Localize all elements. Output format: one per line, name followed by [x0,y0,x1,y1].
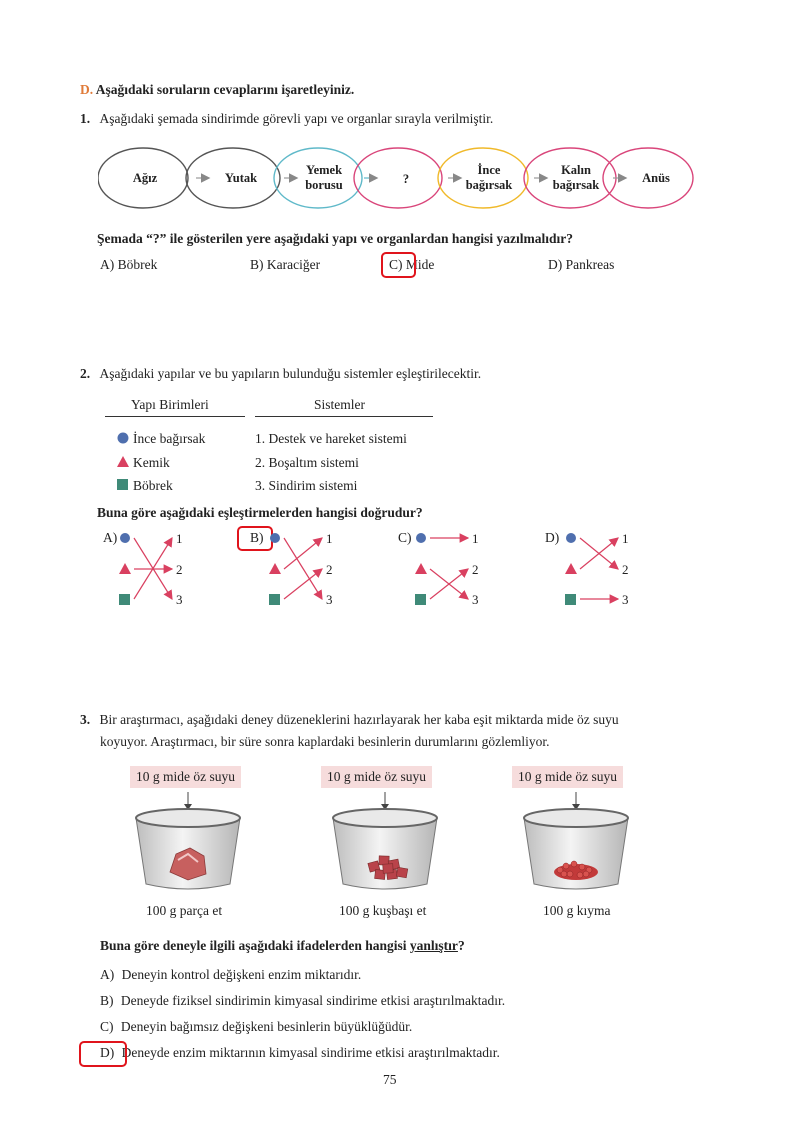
q1-text: Aşağıdaki şemada sindirimde görevli yapı ve organlar sırayla verilmiştir. [99,111,494,126]
q2-unit-3: Böbrek [133,478,173,493]
q2-number: 2. [80,366,91,381]
q3-number: 3. [80,712,91,727]
q3-text-line2: koyuyor. Araştırmacı, bir süre sonra kaplardaki besinlerin durumlarını gözlemliyor. [100,734,550,749]
q3-option-c[interactable] [100,1019,412,1035]
meat-cube [396,867,407,878]
page-number: 75 [383,1072,397,1087]
q2-col2-header: Sistemler [314,397,365,412]
circle-symbol [118,433,129,444]
section-title: Aşağıdaki soruların cevaplarını işaretleyiniz. [95,82,355,97]
q3-question [100,938,465,954]
section-heading [80,82,354,98]
q3-option-a-label: A) [100,967,115,982]
q2-system-2: 2. Boşaltım sistemi [255,455,359,470]
q3-option-d-label: D) [100,1045,115,1060]
q1-option-c[interactable]: C) Mide [389,257,435,272]
q1-question: Şemada “?” ile gösterilen yere aşağıdaki yapı ve organlardan hangisi yazılmalıdır? [97,231,574,246]
flow-node-2-label: Yutak [224,171,258,185]
q3-stem [80,712,619,728]
beaker-1-illustration [128,790,248,895]
q2-option-c-diagram [414,528,494,612]
beaker-2-caption: 100 g kuşbaşı et [339,903,427,918]
triangle-symbol [415,563,427,574]
mince-grain [577,872,583,878]
digestive-flow-diagram [98,145,702,213]
square-symbol [119,594,130,605]
flow-node-5-line1: İnce [477,163,501,177]
q2-option-a[interactable]: A) [103,530,118,545]
flow-node-6-line2: bağırsak [552,178,600,192]
match-arrow-1 [284,538,322,599]
triangle-symbol [119,563,131,574]
q2-option-b[interactable]: B) [250,530,264,545]
beaker-2-illustration [325,790,445,895]
q2-option-b-diagram [268,528,348,612]
q2-option-d-diagram [564,528,644,612]
beaker-3-illustration [516,790,636,895]
square-symbol [415,594,426,605]
mince-grain [583,871,589,877]
triangle-symbol [269,563,281,574]
q2-col1-rule [105,416,245,417]
mince-grain [579,864,585,870]
q3-option-d[interactable] [100,1045,500,1061]
q3-option-b-label: B) [100,993,114,1008]
match-number-1: 1 [622,531,629,546]
circle-symbol [566,533,576,543]
flow-node-5-line2: bağırsak [465,178,513,192]
flow-node-6-line1: Kalın [561,163,591,177]
square-symbol [269,594,280,605]
match-number-3: 3 [472,592,479,607]
q3-question-suffix: ? [457,938,465,953]
q2-unit-symbols [115,430,135,494]
q3-question-prefix: Buna göre deneyle ilgili aşağıdaki ifadelerden hangisi [100,938,410,953]
mince-grain [561,871,567,877]
q2-col2-rule [255,416,433,417]
q3-option-b-text: Deneyde fiziksel sindirimin kimyasal sindirime etkisi araştırılmaktadır. [120,993,506,1008]
beaker-body [333,818,437,889]
q3-text-line1: Bir araştırmacı, aşağıdaki deney düzeneklerini hazırlayarak her kaba eşit miktarda mide öz suyu [99,712,619,727]
mince-grain [571,861,577,867]
triangle-symbol [117,456,129,467]
q2-stem [80,366,481,382]
square-symbol [117,479,128,490]
beaker-rim [136,809,240,827]
q2-text: Aşağıdaki yapılar ve bu yapıların bulunduğu sistemler eşleştirilecektir. [99,366,482,381]
q3-option-b[interactable] [100,993,505,1009]
circle-symbol [120,533,130,543]
q3-question-emphasis: yanlıştır [409,938,458,953]
q2-col1-header: Yapı Birimleri [131,397,209,412]
q1-answer-mark [381,252,416,278]
match-number-1: 1 [176,531,183,546]
q2-system-1: 1. Destek ve hareket sistemi [255,431,407,446]
triangle-symbol [565,563,577,574]
match-number-2: 2 [326,562,333,577]
flow-node-7-label: Anüs [642,171,670,185]
match-number-2: 2 [472,562,479,577]
mince-grain [567,871,573,877]
q2-option-a-diagram [118,528,198,612]
match-arrow-2 [284,538,322,569]
beaker-3-caption: 100 g kıyma [543,903,611,918]
square-symbol [565,594,576,605]
flow-node-3-line1: Yemek [305,163,343,177]
match-number-1: 1 [472,531,479,546]
beaker-2-label: 10 g mide öz suyu [321,766,432,788]
flow-node-3-line2: borusu [305,178,343,192]
q3-answer-mark [79,1041,127,1067]
mince-grain [563,863,569,869]
match-arrow-3 [284,569,322,599]
flow-node-4-label: ? [402,172,410,186]
flow-node-1-label: Ağız [132,171,158,185]
circle-symbol [416,533,426,543]
q2-option-c[interactable]: C) [398,530,412,545]
match-number-2: 2 [176,562,183,577]
q3-option-c-text: Deneyin bağımsız değişkeni besinlerin büyüklüğüdür. [120,1019,413,1034]
meat-cube [383,864,393,874]
q1-stem [80,111,493,127]
q2-option-d[interactable]: D) [545,530,560,545]
q3-option-a-text: Deneyin kontrol değişkeni enzim miktarıdır. [121,967,362,982]
beaker-rim [333,809,437,827]
q3-option-d-text: Deneyde enzim miktarının kimyasal sindirime etkisi araştırılmaktadır. [121,1045,500,1060]
match-number-1: 1 [326,531,333,546]
q1-option-d[interactable]: D) Pankreas [548,257,615,272]
q2-system-3: 3. Sindirim sistemi [255,478,358,493]
section-letter: D. [80,82,94,97]
q1-option-a[interactable]: A) Böbrek [100,257,158,272]
match-number-3: 3 [622,592,629,607]
q2-unit-1: İnce bağırsak [133,431,206,446]
q2-question: Buna göre aşağıdaki eşleştirmelerden hangisi doğrudur? [97,505,423,520]
q1-number: 1. [80,111,91,126]
q3-option-c-label: C) [100,1019,114,1034]
q3-option-a[interactable] [100,967,361,983]
beaker-1-caption: 100 g parça et [146,903,223,918]
beaker-3-label: 10 g mide öz suyu [512,766,623,788]
circle-symbol [270,533,280,543]
match-number-3: 3 [326,592,333,607]
beaker-1-label: 10 g mide öz suyu [130,766,241,788]
q2-unit-2: Kemik [133,455,170,470]
match-number-2: 2 [622,562,629,577]
q1-option-b[interactable]: B) Karaciğer [250,257,321,272]
match-number-3: 3 [176,592,183,607]
beaker-rim [524,809,628,827]
